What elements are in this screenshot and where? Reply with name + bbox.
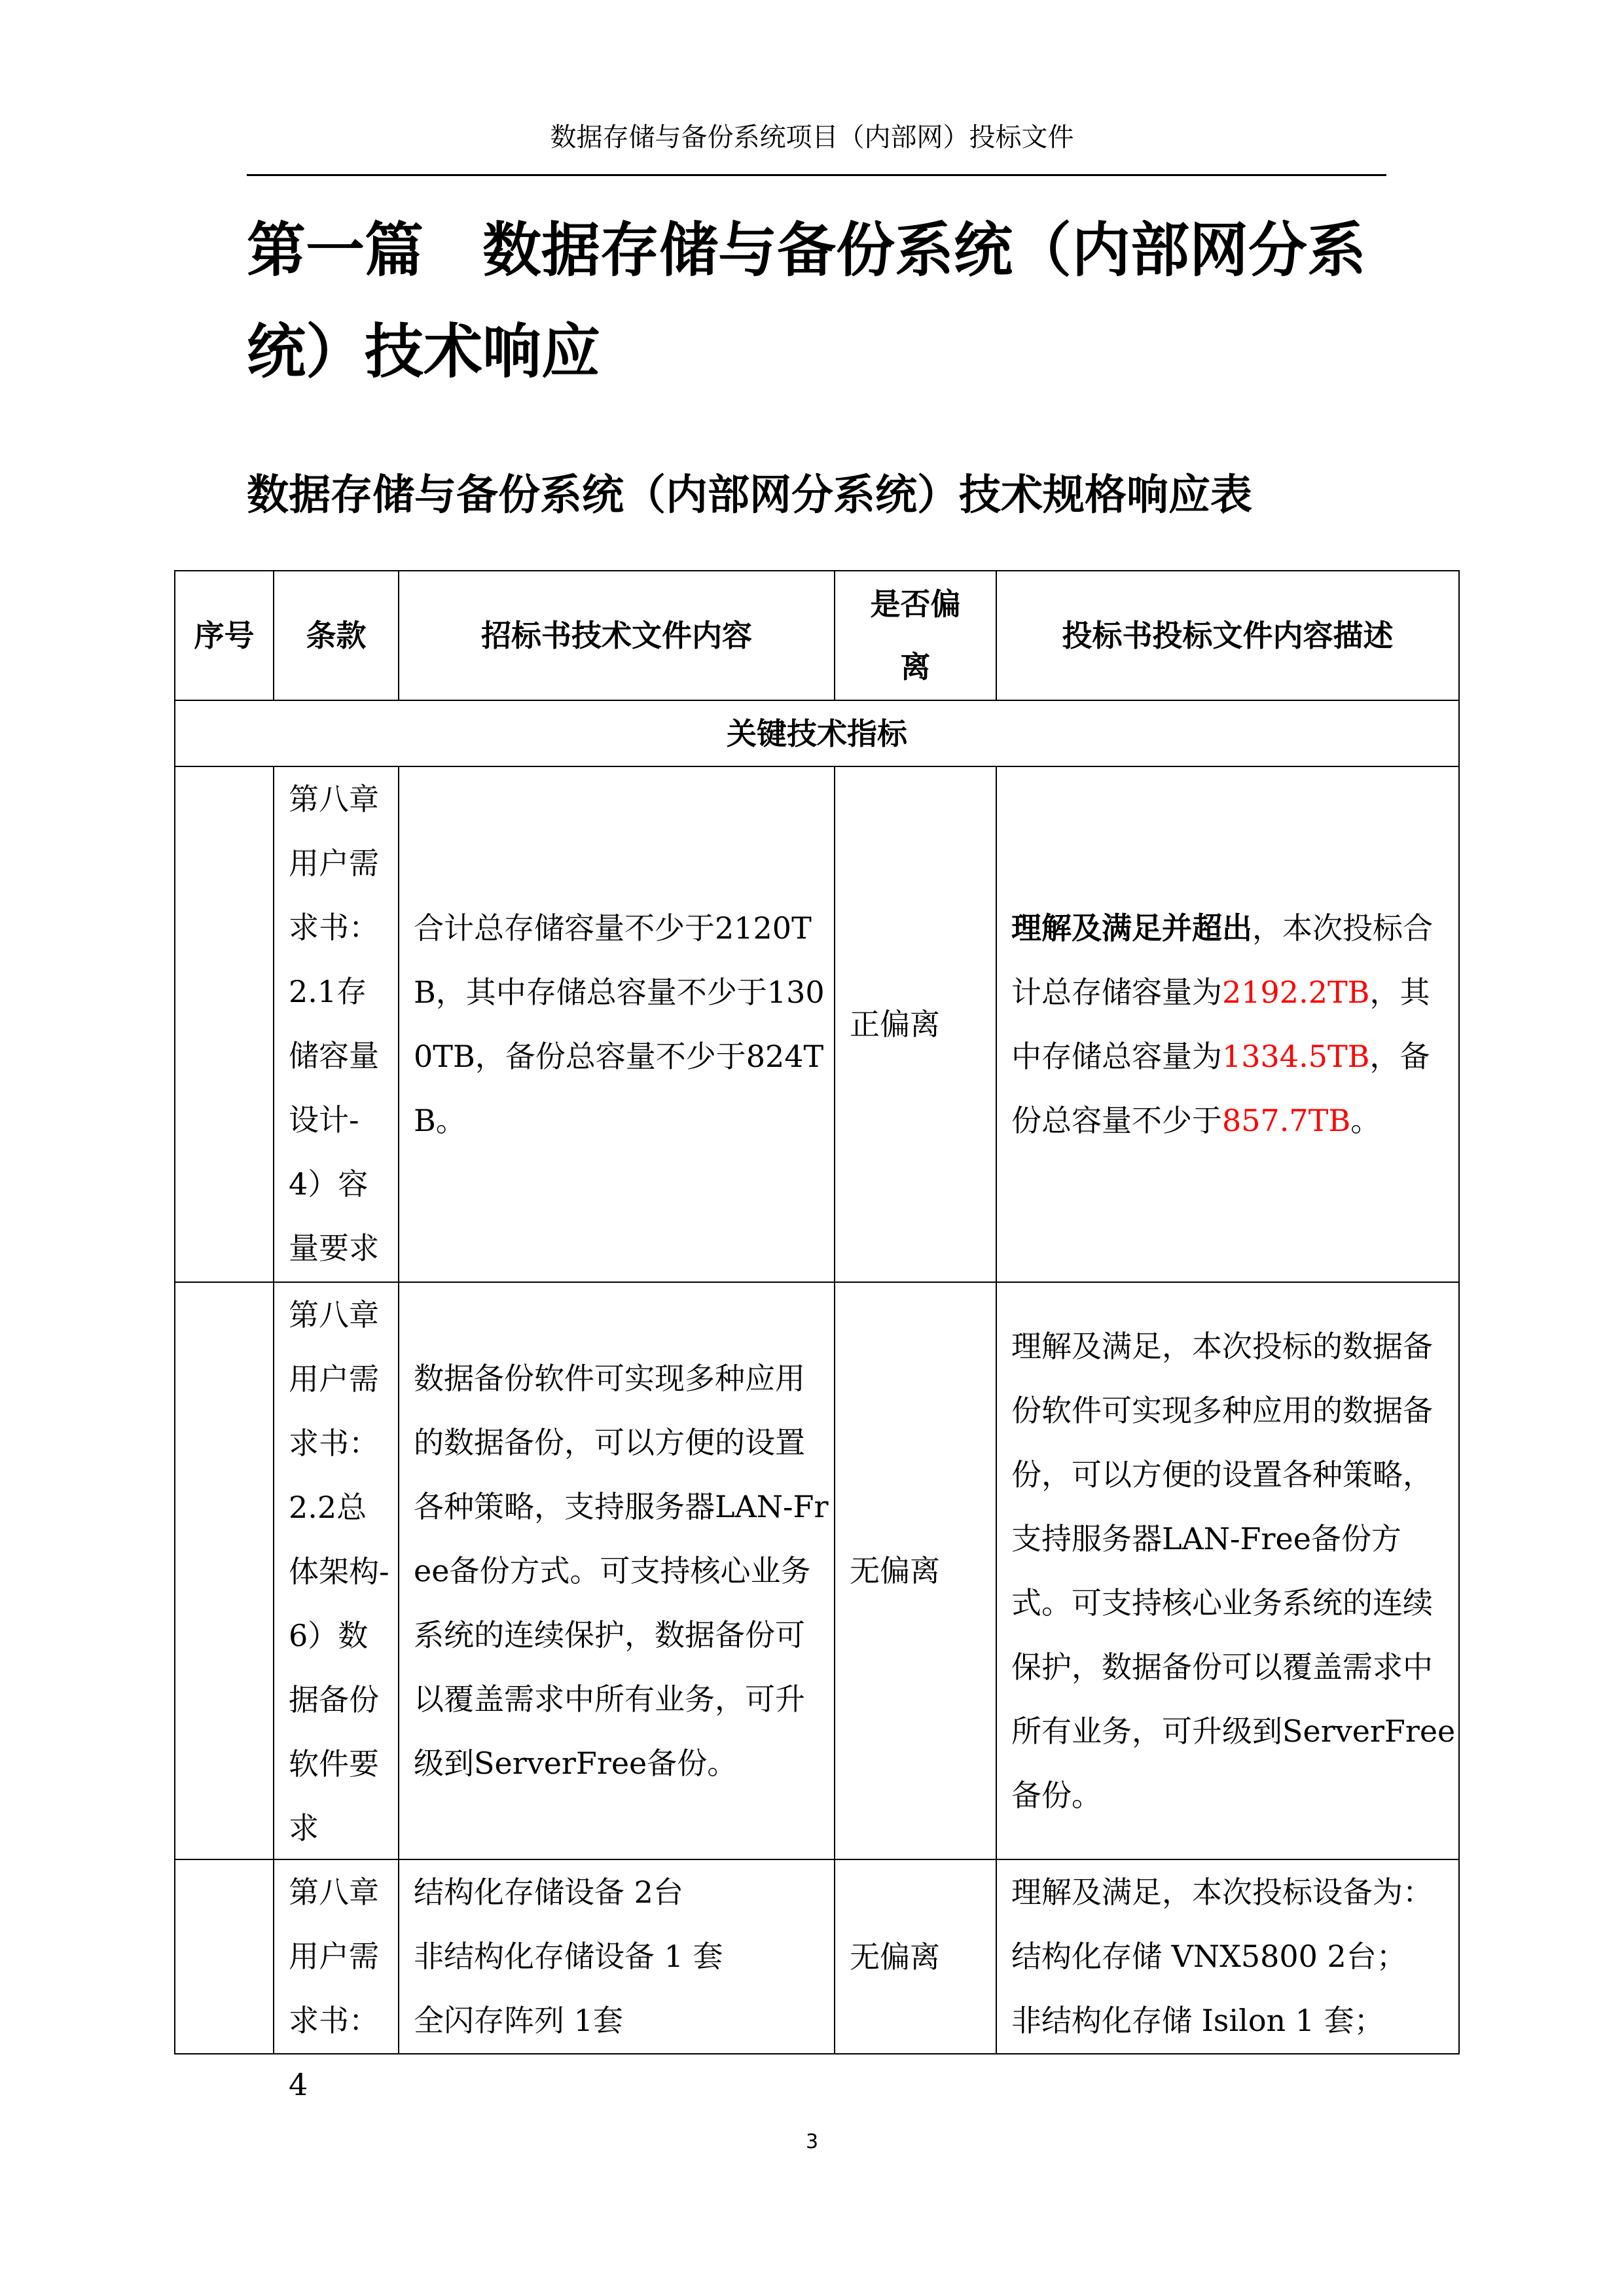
page-number: 3 bbox=[805, 2130, 819, 2153]
header-divider bbox=[247, 174, 1386, 176]
row2-response bbox=[996, 1282, 1460, 1860]
row2-no bbox=[174, 1282, 274, 1860]
row1-deviation-text: 正偏离 bbox=[850, 1007, 940, 1042]
response-emphasis: 理解及满足并超出 bbox=[1011, 910, 1252, 946]
row2-deviation-text: 无偏离 bbox=[850, 1553, 940, 1588]
row3-requirement bbox=[398, 1859, 835, 2054]
row2-requirement-text: 数据备份软件可实现多种应用的数据备份，可以方便的设置各种策略，支持服务器LAN-Free备份方式。可支持核心业务系统的连续保护，数据备份可以覆盖需求中所有业务，可升级到ServerFree备份。 bbox=[414, 1361, 829, 1781]
requirement-line: 全闪存阵列 1套 bbox=[414, 2003, 623, 2038]
requirement-line: 结构化存储设备 2台 bbox=[414, 1874, 683, 1910]
col-header-clause: 条款 bbox=[273, 570, 399, 701]
response-part: ，备份总容量不少于 bbox=[1011, 1039, 1430, 1138]
response-line: 结构化存储 VNX5800 2台； bbox=[1011, 1939, 1407, 1974]
section-key-indicators: 关键技术指标 bbox=[174, 700, 1460, 767]
row1-clause: 第八章用户需求书：2.1存储容量设计-4）容量要求 bbox=[273, 766, 399, 1283]
row3-deviation bbox=[834, 1859, 997, 2054]
total-capacity-value: 2192.2TB bbox=[1222, 975, 1370, 1010]
row1-no bbox=[174, 766, 274, 1283]
requirement-line: 非结构化存储设备 1 套 bbox=[414, 1939, 723, 1974]
row2-clause: 第八章用户需求书：2.2总体架构-6）数据备份软件要求 bbox=[273, 1282, 399, 1860]
row1-requirement bbox=[398, 766, 835, 1283]
row3-no bbox=[174, 1859, 274, 2054]
col-header-deviation: 是否偏离 bbox=[834, 570, 997, 701]
row1-requirement-text: 合计总存储容量不少于2120TB，其中存储总容量不少于1300TB，备份总容量不少于824TB。 bbox=[414, 910, 825, 1138]
backup-capacity-value: 857.7TB bbox=[1222, 1103, 1351, 1138]
table-title: 数据存储与备份系统（内部网分系统）技术规格响应表 bbox=[247, 471, 1252, 520]
chapter-title: 第一篇 数据存储与备份系统（内部网分系统）技术响应 bbox=[247, 216, 1366, 386]
row2-requirement bbox=[398, 1282, 835, 1860]
response-line: 理解及满足，本次投标设备为： bbox=[1011, 1874, 1433, 1910]
row1-response-text bbox=[1011, 896, 1458, 1153]
row1-deviation bbox=[834, 766, 997, 1283]
row3-clause: 第八章用户需求书：4 bbox=[273, 1859, 399, 2054]
storage-capacity-value: 1334.5TB bbox=[1222, 1039, 1370, 1074]
response-line: 非结构化存储 Isilon 1 套； bbox=[1011, 2003, 1384, 2038]
page-header: 数据存储与备份系统项目（内部网）投标文件 bbox=[550, 122, 1074, 152]
col-header-no: 序号 bbox=[174, 570, 274, 701]
row3-response bbox=[996, 1859, 1460, 2054]
response-part: ，其中存储总容量为 bbox=[1011, 975, 1430, 1074]
row1-response bbox=[996, 766, 1460, 1283]
response-part: 。 bbox=[1350, 1103, 1381, 1138]
response-part: ，本次投标合计总存储容量为 bbox=[1011, 910, 1433, 1010]
col-header-requirement: 招标书技术文件内容 bbox=[398, 570, 835, 701]
row2-deviation bbox=[834, 1282, 997, 1860]
row3-deviation-text: 无偏离 bbox=[850, 1939, 940, 1975]
col-header-response: 投标书投标文件内容描述 bbox=[996, 570, 1460, 701]
row2-response-text: 理解及满足，本次投标的数据备份软件可实现多种应用的数据备份，可以方便的设置各种策略，支持服务器LAN-Free备份方式。可支持核心业务系统的连续保护，数据备份可以覆盖需求中所有业务，可升级到ServerFree备份。 bbox=[1011, 1329, 1456, 1813]
